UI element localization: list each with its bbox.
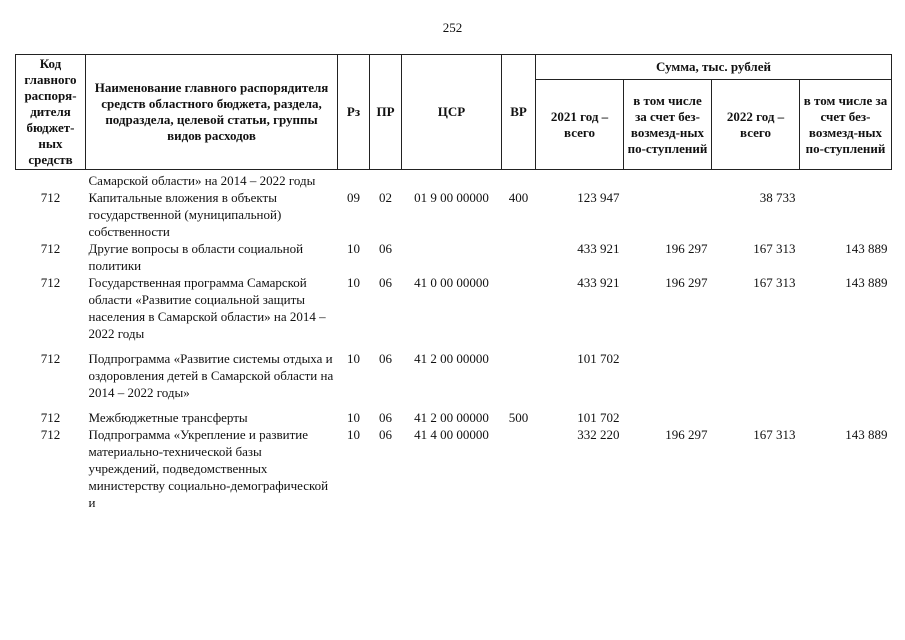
cell-2022-total: 167 313	[753, 241, 796, 256]
cell-vr: 500	[508, 410, 529, 425]
table-row	[16, 170, 892, 190]
cell-2021-gratuitous	[624, 189, 712, 240]
cell-name: Подпрограмма «Развитие системы отдыха и оздоровления детей в Самарской области на 2014 – 2022 годы»	[88, 351, 334, 400]
cell-vr	[502, 350, 536, 409]
cell-pr	[370, 170, 402, 190]
header-name: Наименование главного распорядителя средств областного бюджета, раздела, подраздела, целевой статьи, группы видов расходов	[86, 55, 338, 170]
header-2021-gratuitous: в том числе за счет без-возмезд-ных по-ступлений	[624, 80, 712, 170]
cell-2021-gratuitous	[624, 170, 712, 190]
cell-2021-gratuitous: 196 297	[665, 427, 708, 442]
table-row	[16, 240, 892, 274]
header-csr: ЦСР	[402, 55, 502, 170]
cell-name: Капитальные вложения в объекты государственной (муниципальной) собственности	[88, 190, 282, 239]
cell-csr: 41 4 00 00000	[414, 427, 489, 442]
cell-rz: 10	[347, 427, 360, 442]
cell-code: 712	[40, 410, 61, 425]
cell-name: Государственная программа Самарской области «Развитие социальной защиты населения в Самарской области» на 2014 – 2022 годы	[88, 275, 326, 341]
header-rz: Рз	[338, 55, 370, 170]
cell-2022-gratuitous: 143 889	[845, 275, 888, 290]
table-row	[16, 426, 892, 511]
cell-2022-total	[712, 170, 800, 190]
cell-csr: 41 2 00 00000	[414, 351, 489, 366]
cell-code: 712	[40, 275, 61, 290]
cell-pr: 06	[379, 241, 392, 256]
cell-csr: 41 2 00 00000	[414, 410, 489, 425]
cell-code: 712	[40, 190, 61, 205]
cell-2021-total: 101 702	[577, 351, 620, 366]
cell-pr: 06	[379, 410, 392, 425]
cell-rz: 10	[347, 410, 360, 425]
cell-pr: 06	[379, 275, 392, 290]
cell-2022-gratuitous	[800, 170, 892, 190]
cell-csr	[402, 170, 502, 190]
cell-code: 712	[40, 351, 61, 366]
cell-name: Межбюджетные трансферты	[88, 410, 248, 425]
cell-name: Самарской области» на 2014 – 2022 годы	[88, 173, 316, 188]
cell-code: 712	[40, 427, 61, 442]
cell-2022-total: 38 733	[759, 190, 796, 205]
header-2022-gratuitous: в том числе за счет без-возмезд-ных по-ступлений	[800, 80, 892, 170]
cell-name: Подпрограмма «Укрепление и развитие материально-технической базы учреждений, подведомственных министерству социально-демографической и	[88, 427, 329, 510]
cell-2021-total: 332 220	[577, 427, 620, 442]
cell-rz: 10	[347, 351, 360, 366]
cell-csr: 41 0 00 00000	[414, 275, 489, 290]
cell-2021-gratuitous	[624, 409, 712, 426]
cell-csr: 01 9 00 00000	[414, 190, 489, 205]
cell-pr: 06	[379, 427, 392, 442]
cell-pr: 06	[379, 351, 392, 366]
cell-vr	[502, 274, 536, 350]
cell-2022-total: 167 313	[753, 427, 796, 442]
cell-2021-gratuitous	[624, 350, 712, 409]
cell-2022-total	[712, 350, 800, 409]
cell-vr	[502, 170, 536, 190]
cell-2021-total: 101 702	[577, 410, 620, 425]
page-number: 252	[442, 20, 463, 35]
cell-2022-gratuitous	[800, 409, 892, 426]
cell-code: 712	[40, 241, 61, 256]
cell-2022-gratuitous: 143 889	[845, 427, 888, 442]
cell-rz: 10	[347, 275, 360, 290]
header-pr: ПР	[370, 55, 402, 170]
cell-2021-total	[536, 170, 624, 190]
header-2022-total: 2022 год – всего	[712, 80, 800, 170]
cell-2022-total	[712, 409, 800, 426]
header-code: Код главного распоря-дителя бюджет-ных средств	[16, 55, 86, 170]
cell-2021-gratuitous: 196 297	[665, 241, 708, 256]
cell-2022-gratuitous: 143 889	[845, 241, 888, 256]
cell-2021-total: 123 947	[577, 190, 620, 205]
cell-csr	[402, 240, 502, 274]
cell-2021-total: 433 921	[577, 241, 620, 256]
cell-2022-gratuitous	[800, 350, 892, 409]
header-2021-total: 2021 год – всего	[536, 80, 624, 170]
table-row	[16, 189, 892, 240]
cell-rz	[338, 170, 370, 190]
cell-name: Другие вопросы в области социальной политики	[88, 241, 304, 273]
cell-2022-gratuitous	[800, 189, 892, 240]
table-row	[16, 409, 892, 426]
cell-2021-total: 433 921	[577, 275, 620, 290]
cell-code	[16, 170, 86, 190]
budget-table	[15, 54, 892, 511]
table-row	[16, 274, 892, 350]
cell-pr: 02	[379, 190, 392, 205]
cell-rz: 09	[347, 190, 360, 205]
header-vr: ВР	[502, 55, 536, 170]
table-row	[16, 350, 892, 409]
cell-vr	[502, 426, 536, 511]
cell-vr	[502, 240, 536, 274]
cell-2022-total: 167 313	[753, 275, 796, 290]
cell-rz: 10	[347, 241, 360, 256]
cell-vr: 400	[508, 190, 529, 205]
cell-2021-gratuitous: 196 297	[665, 275, 708, 290]
header-sum: Сумма, тыс. рублей	[536, 55, 892, 80]
